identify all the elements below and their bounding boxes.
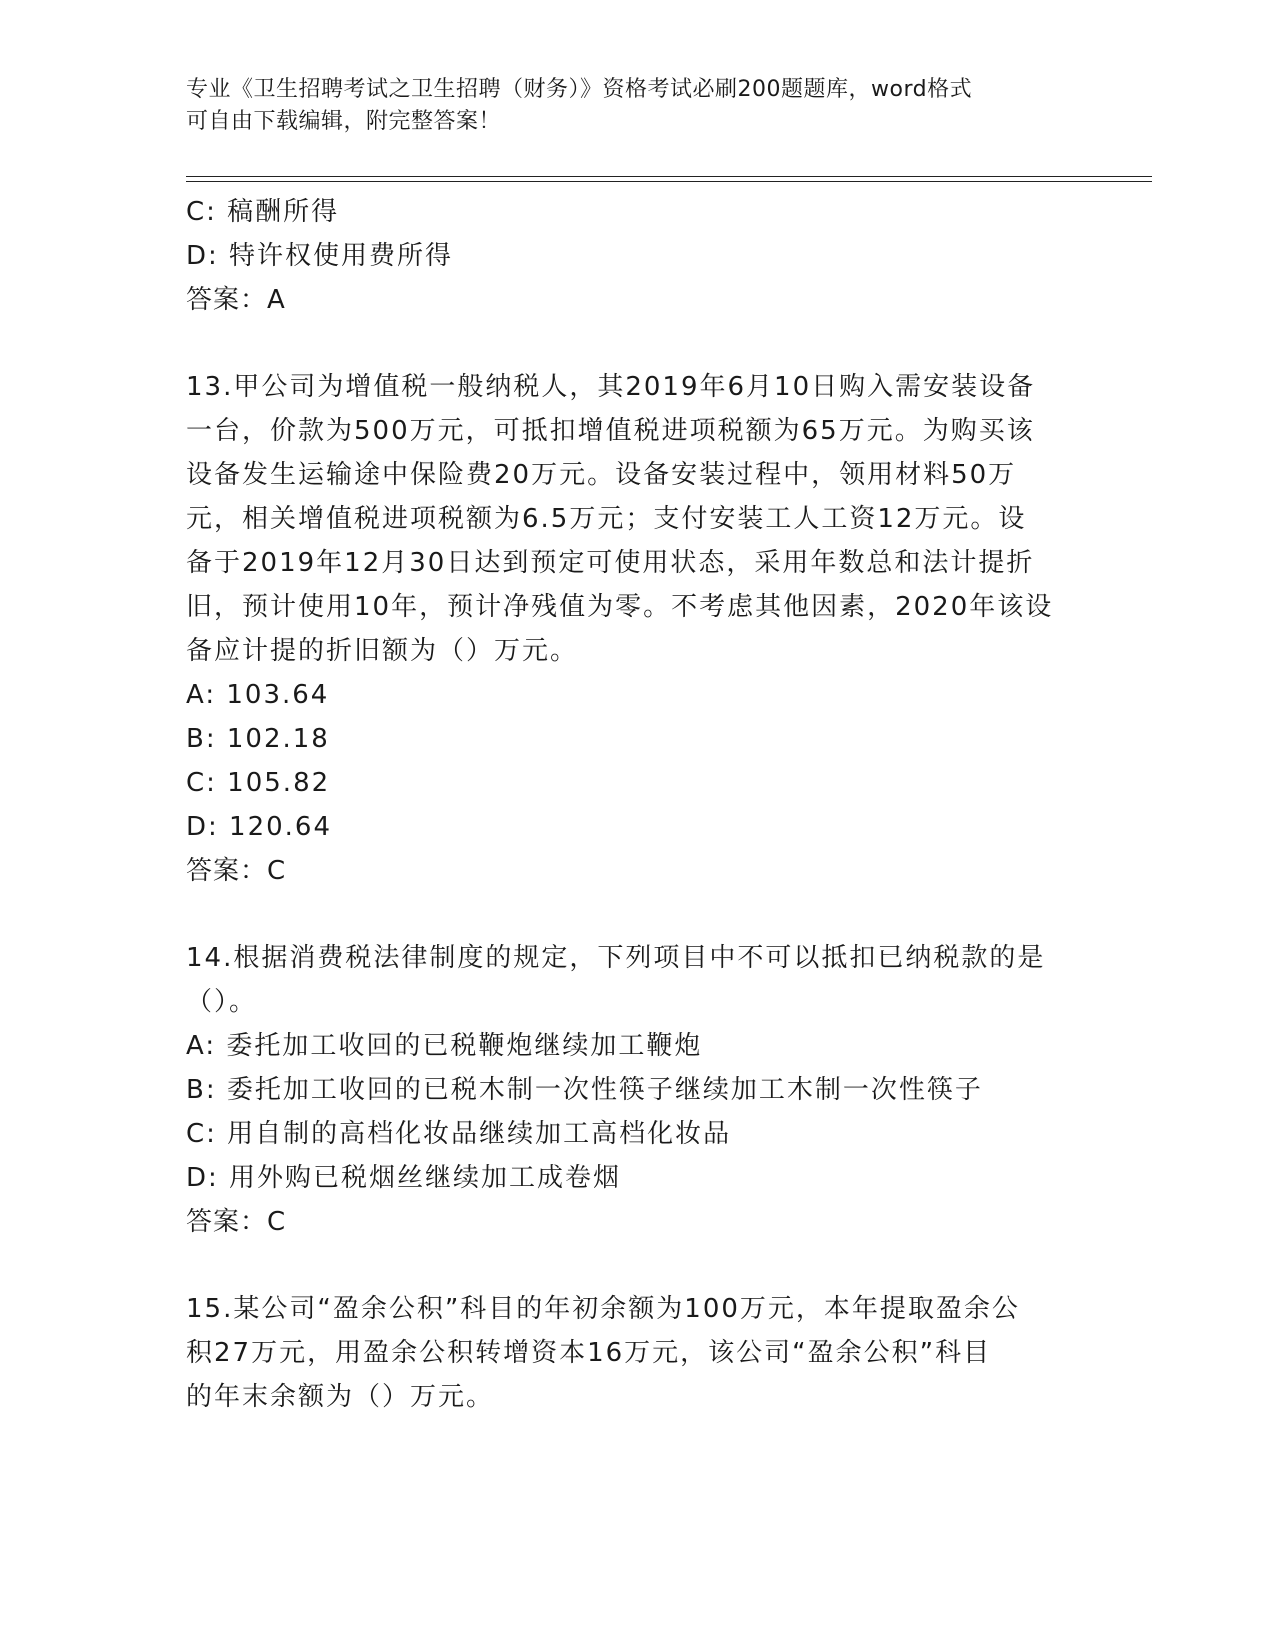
q15-line-1: 15.某公司“盈余公积”科目的年初余额为100万元，本年提取盈余公 [186, 1294, 1020, 1324]
q13-option-d: D: 120.64 [186, 812, 333, 842]
q13-line-3: 设备发生运输途中保险费20万元。设备安装过程中，领用材料50万 [186, 460, 1017, 490]
q14-line-2: （）。 [186, 987, 258, 1017]
spacer [186, 893, 1086, 936]
q13-option-b: B: 102.18 [186, 724, 330, 754]
q13-line-1: 13.甲公司为增值税一般纳税人，其2019年6月10日购入需安装设备 [186, 372, 1036, 402]
q13-line-5: 备于2019年12月30日达到预定可使用状态，采用年数总和法计提折 [186, 548, 1035, 578]
q14-option-a: A: 委托加工收回的已税鞭炮继续加工鞭炮 [186, 1031, 703, 1061]
header-divider-bottom [186, 181, 1152, 182]
spacer [186, 1244, 1086, 1287]
q14-line-1: 14.根据消费税法律制度的规定，下列项目中不可以抵扣已纳税款的是 [186, 943, 1046, 973]
page-header [186, 74, 1066, 138]
spacer [186, 322, 1086, 365]
q13-line-7: 备应计提的折旧额为（）万元。 [186, 636, 579, 666]
header-line-2: 可自由下载编辑，附完整答案！ [186, 109, 502, 134]
q12-option-c: C: 稿酬所得 [186, 197, 340, 227]
q14-answer: 答案：C [186, 1207, 287, 1237]
q13-option-a: A: 103.64 [186, 680, 330, 710]
header-line-1: 专业《卫生招聘考试之卫生招聘（财务）》资格考试必刷200题题库，word格式 [186, 77, 973, 102]
q15-line-3: 的年末余额为（）万元。 [186, 1382, 495, 1412]
q13-line-4: 元，相关增值税进项税额为6.5万元；支付安装工人工资12万元。设 [186, 504, 1027, 534]
q14-option-c: C: 用自制的高档化妆品继续加工高档化妆品 [186, 1119, 732, 1149]
question-content [186, 190, 1086, 1419]
q13-answer: 答案：C [186, 856, 287, 886]
q13-option-c: C: 105.82 [186, 768, 331, 798]
q15-line-2: 积27万元，用盈余公积转增资本16万元，该公司“盈余公积”科目 [186, 1338, 992, 1368]
q13-line-6: 旧，预计使用10年，预计净残值为零。不考虑其他因素，2020年该设 [186, 592, 1054, 622]
q14-option-d: D: 用外购已税烟丝继续加工成卷烟 [186, 1163, 622, 1193]
q12-answer: 答案：A [186, 285, 286, 315]
q13-line-2: 一台，价款为500万元，可抵扣增值税进项税额为65万元。为购买该 [186, 416, 1035, 446]
q14-option-b: B: 委托加工收回的已税木制一次性筷子继续加工木制一次性筷子 [186, 1075, 983, 1105]
q12-option-d: D: 特许权使用费所得 [186, 241, 454, 271]
header-divider-top [186, 176, 1152, 177]
